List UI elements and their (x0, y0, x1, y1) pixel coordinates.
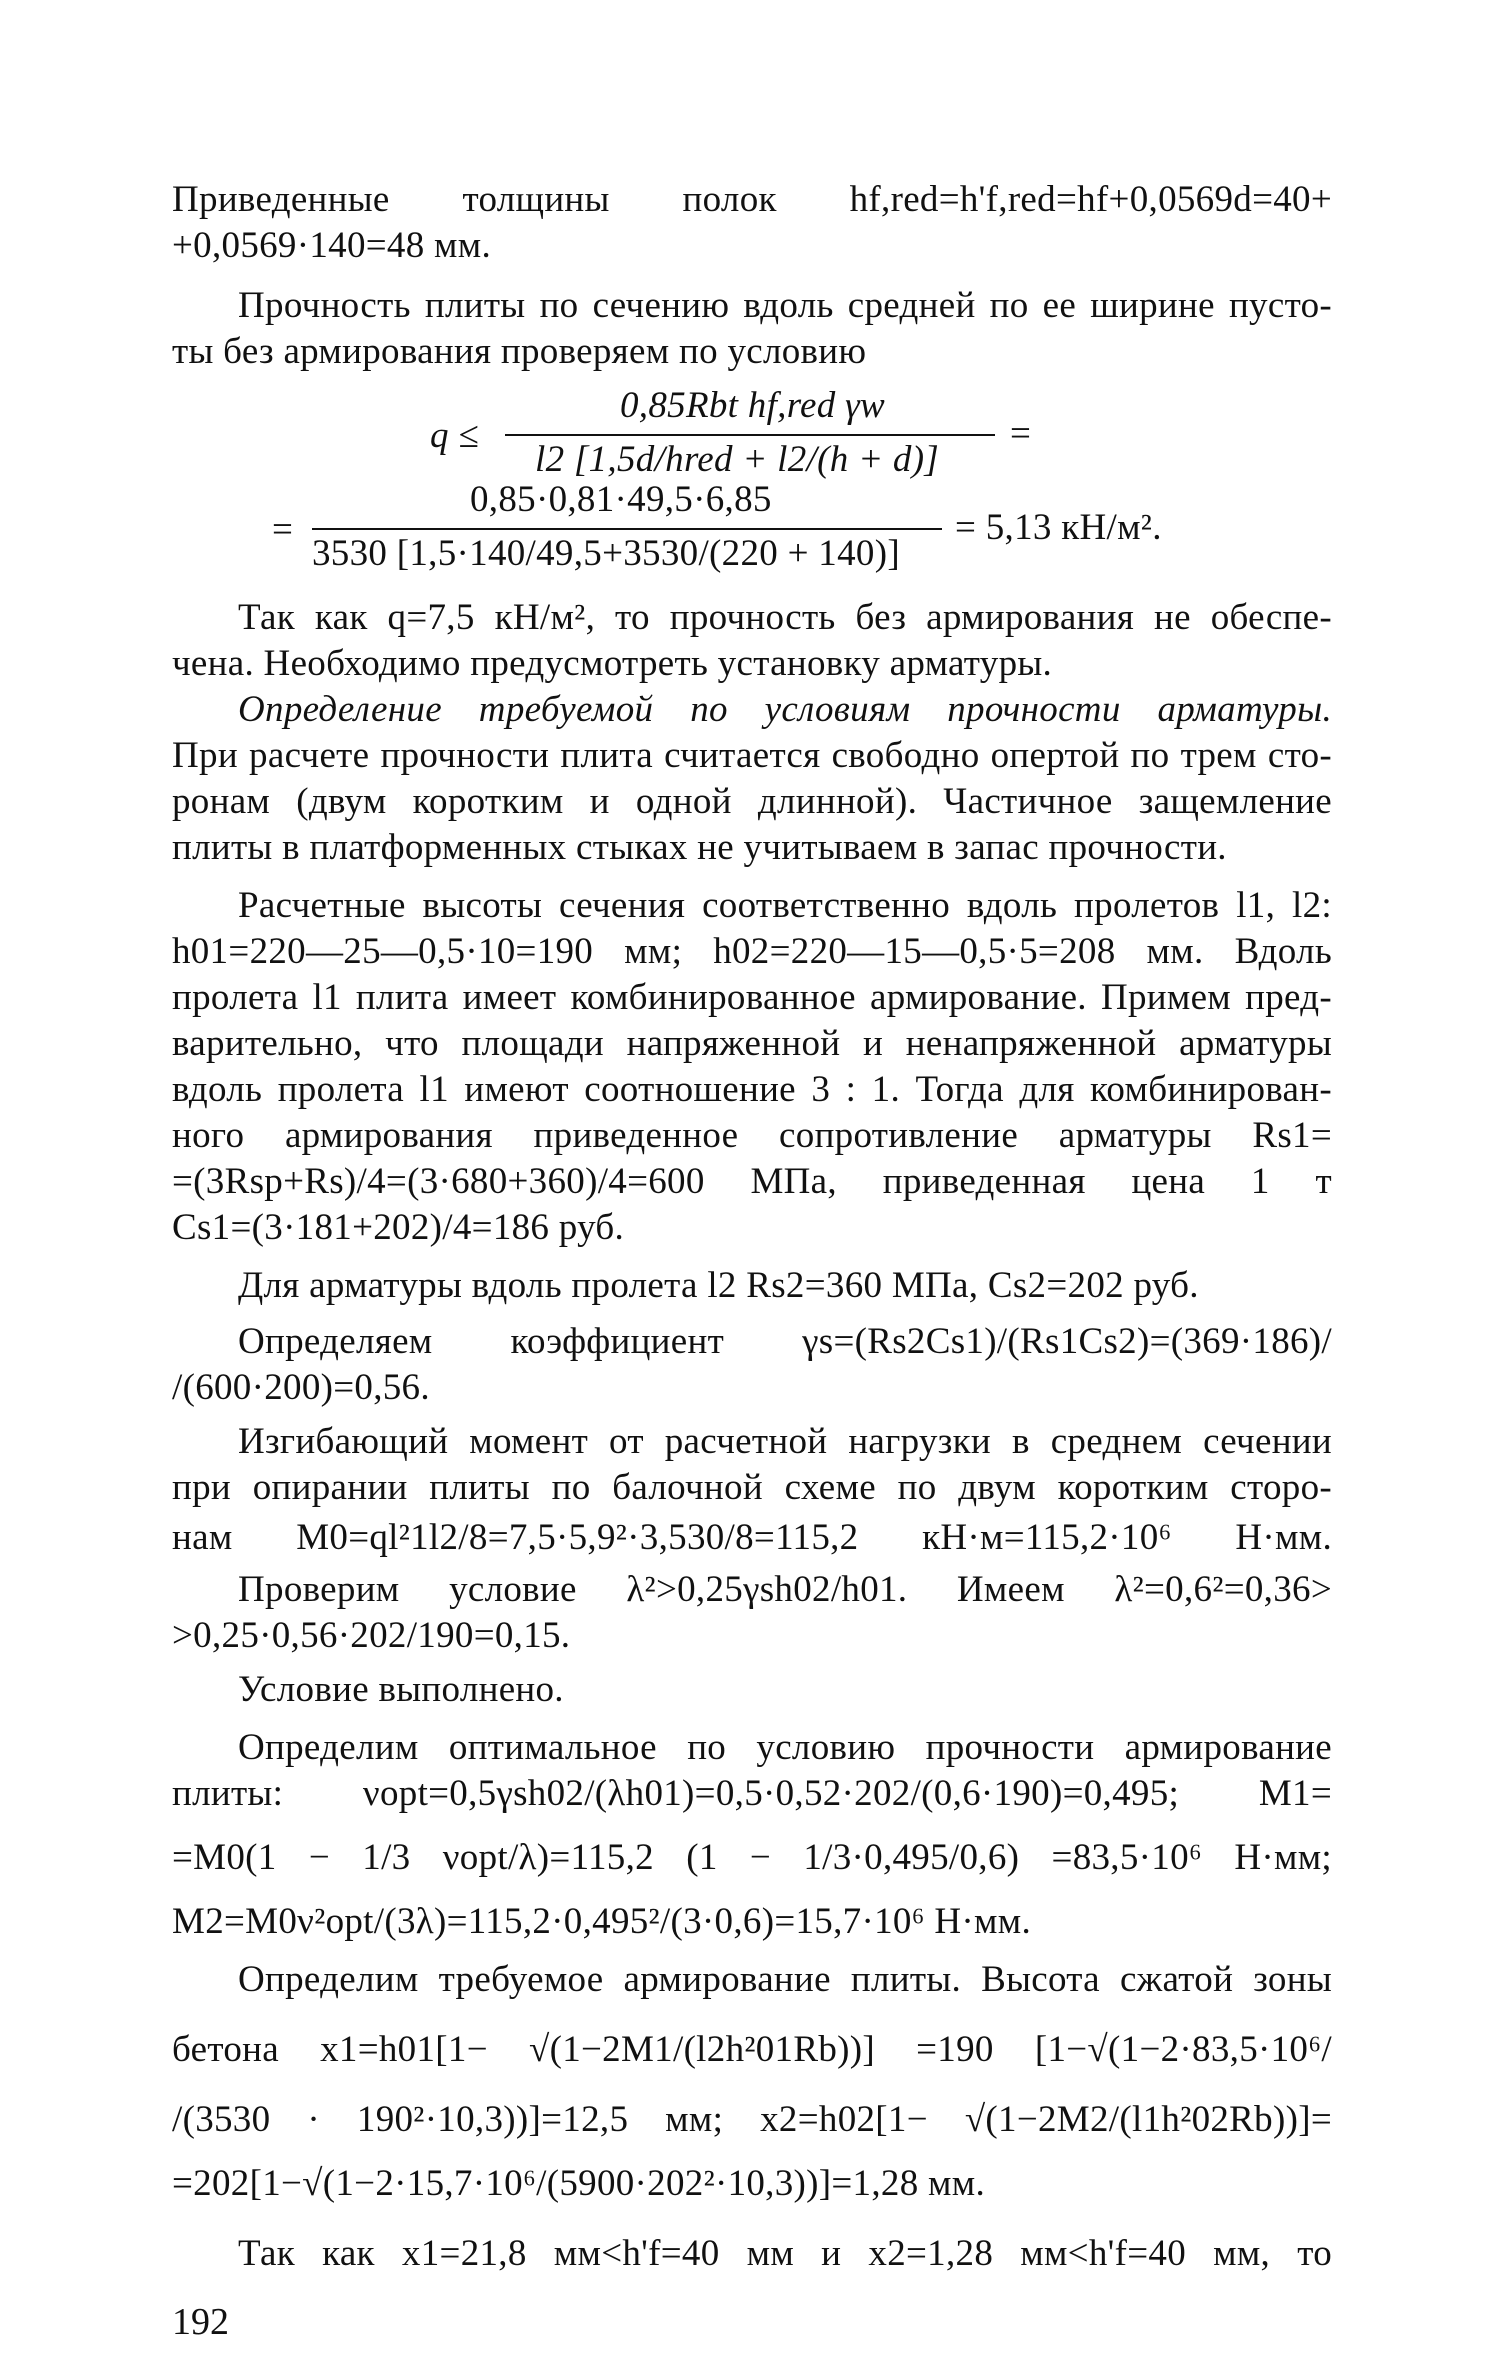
text-line: Проверим условие λ²>0,25γsh02/h01. Имеем λ²=0,6²=0,36> (238, 1569, 1332, 1610)
text-line: пролета l1 плита имеет комбинированное армирование. Примем пред- (172, 977, 1332, 1018)
text-line: Так как q=7,5 кН/м², то прочность без армирования не обеспе- (238, 597, 1332, 638)
text-line: Определяем коэффициент γs=(Rs2Cs1)/(Rs1Cs2)=(369·186)/ (238, 1321, 1332, 1362)
text-line: /(600·200)=0,56. (172, 1367, 430, 1408)
page-number: 192 (172, 2301, 229, 2343)
formula-denominator: l2 [1,5d/hred + l2/(h + d)] (535, 439, 940, 480)
text-line: Расчетные высоты сечения соответственно вдоль пролетов l1, l2: (238, 885, 1332, 926)
formula-result: = 5,13 кН/м². (955, 507, 1162, 548)
text-line: Изгибающий момент от расчетной нагрузки в среднем сечении (238, 1421, 1332, 1462)
text-line: Cs1=(3·181+202)/4=186 руб. (172, 1207, 625, 1248)
text-line: +0,0569·140=48 мм. (172, 225, 492, 266)
text-line: ты без армирования проверяем по условию (172, 331, 867, 372)
formula-numerator: 0,85Rbt hf,red γw (620, 385, 885, 426)
text-line: ного армирования приведенное сопротивление арматуры Rs1= (172, 1115, 1332, 1156)
formula-equals: = (1010, 413, 1032, 454)
text-line: Условие выполнено. (238, 1669, 564, 1710)
text-line: Приведенные толщины полок hf,red=h'f,red=hf+0,0569d=40+ (172, 179, 1332, 220)
formula-denominator: 3530 [1,5·140/49,5+3530/(220 + 140)] (312, 533, 900, 574)
formula-numerator: 0,85·0,81·49,5·6,85 (470, 479, 772, 520)
text-line: ронам (двум коротким и одной длинной). Частичное защемление (172, 781, 1332, 822)
fraction-bar (505, 434, 995, 436)
section-heading: Определение требуемой по условиям прочности арматуры. (238, 689, 1332, 730)
text-line: Для арматуры вдоль пролета l2 Rs2=360 МПа, Cs2=202 руб. (238, 1265, 1199, 1306)
text-line: Определим требуемое армирование плиты. Высота сжатой зоны (238, 1959, 1332, 2000)
text-line: бетона x1=h01[1− √(1−2M1/(l2h²01Rb))] =190 [1−√(1−2·83,5·10⁶/ (172, 2029, 1332, 2070)
text-line: =M0(1 − 1/3 νopt/λ)=115,2 (1 − 1/3·0,495/0,6) =83,5·10⁶ Н·мм; (172, 1837, 1332, 1878)
fraction-bar (312, 528, 942, 530)
text-line: =(3Rsp+Rs)/4=(3·680+360)/4=600 МПа, приведенная цена 1 т (172, 1161, 1332, 1202)
formula-lhs: q ≤ (430, 415, 479, 456)
text-line: При расчете прочности плита считается свободно опертой по трем сто- (172, 735, 1332, 776)
text-line: =202[1−√(1−2·15,7·10⁶/(5900·202²·10,3))]=1,28 мм. (172, 2163, 986, 2204)
text-line: Прочность плиты по сечению вдоль средней по ее ширине пусто- (238, 285, 1332, 326)
text-line: нам M0=ql²1l2/8=7,5·5,9²·3,530/8=115,2 кН·м=115,2·10⁶ Н·мм. (172, 1517, 1332, 1558)
text-line: >0,25·0,56·202/190=0,15. (172, 1615, 571, 1656)
text-line: плиты: νopt=0,5γsh02/(λh01)=0,5·0,52·202/(0,6·190)=0,495; M1= (172, 1773, 1332, 1814)
text-line: Так как x1=21,8 мм<h'f=40 мм и x2=1,28 мм<h'f=40 мм, то (238, 2233, 1332, 2274)
text-line: Определим оптимальное по условию прочности армирование (238, 1727, 1332, 1768)
text-line: /(3530 · 190²·10,3))]=12,5 мм; x2=h02[1− √(1−2M2/(l1h²02Rb))]= (172, 2099, 1332, 2140)
text-line: чена. Необходимо предусмотреть установку арматуры. (172, 643, 1053, 684)
text-line: при опирании плиты по балочной схеме по двум коротким сторо- (172, 1467, 1332, 1508)
text-line: вдоль пролета l1 имеют соотношение 3 : 1. Тогда для комбинирован- (172, 1069, 1332, 1110)
text-line: варительно, что площади напряженной и ненапряженной арматуры (172, 1023, 1332, 1064)
text-line: плиты в платформенных стыках не учитываем в запас прочности. (172, 827, 1227, 868)
text-line: h01=220—25—0,5·10=190 мм; h02=220—15—0,5·5=208 мм. Вдоль (172, 931, 1332, 972)
text-line: M2=M0ν²opt/(3λ)=115,2·0,495²/(3·0,6)=15,7·10⁶ Н·мм. (172, 1901, 1032, 1942)
formula-lhs: = (272, 509, 294, 550)
